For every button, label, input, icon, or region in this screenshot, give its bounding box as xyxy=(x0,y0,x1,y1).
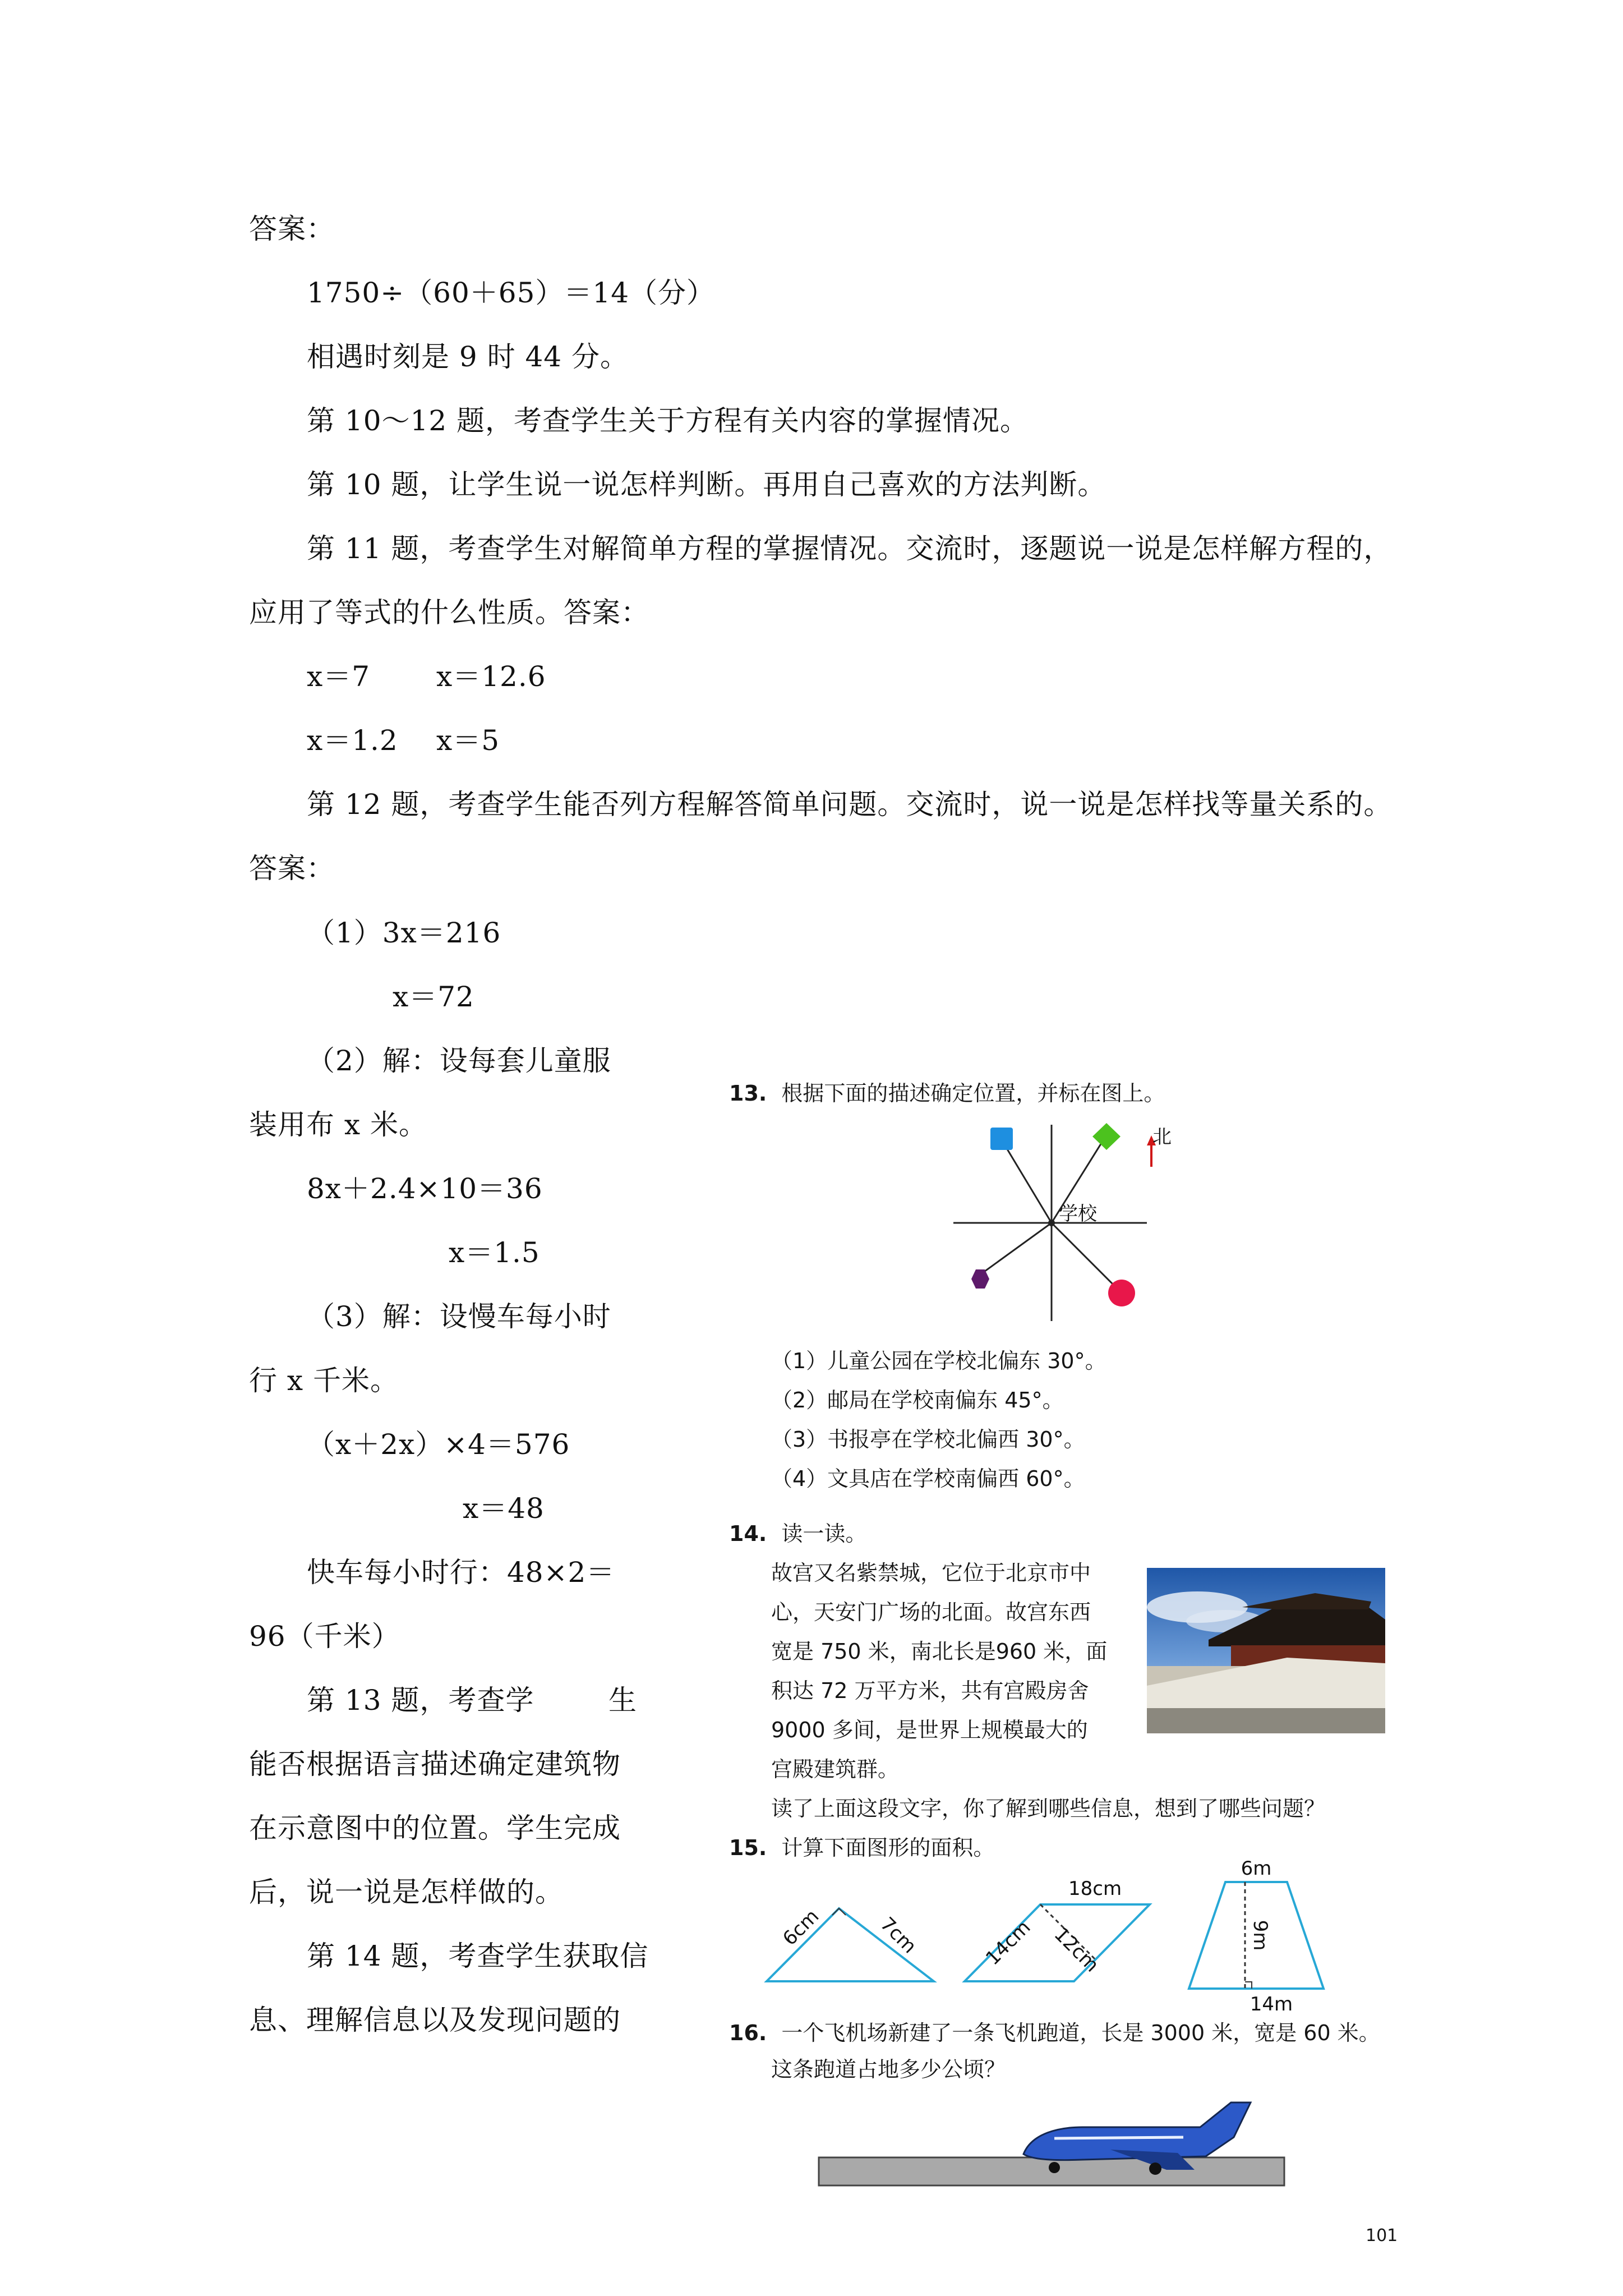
school-label: 学校 xyxy=(1059,1203,1097,1225)
north-label: 北 xyxy=(1152,1126,1172,1148)
q12-note-line1: 第 12 题，考查学生能否列方程解答简单问题。交流时，说一说是怎样找等量关系的。 xyxy=(307,788,1393,821)
runway-airplane xyxy=(819,2098,1284,2199)
trapezoid-bottom-label: 14m xyxy=(1249,1993,1293,2016)
q13-item-2: （2）邮局在学校南偏东 45°。 xyxy=(771,1388,1064,1412)
ray-nw xyxy=(1002,1140,1052,1223)
q12-note-line2: 答案： xyxy=(249,852,335,885)
trapezoid-height-label: 9m xyxy=(1249,1920,1271,1951)
triangle-leg2-label: 7cm xyxy=(875,1913,921,1958)
parallelogram-side-label: 14cm xyxy=(981,1916,1035,1970)
forbidden-city-photo xyxy=(1147,1568,1385,1733)
q11-note-line2: 应用了等式的什么性质。答案： xyxy=(249,596,649,629)
q10-note: 第 10 题，让学生说一说怎样判断。再用自己喜欢的方法判断。 xyxy=(307,468,1106,501)
q15-title: 计算下面图形的面积。 xyxy=(781,1835,995,1860)
q15-shapes xyxy=(763,1857,1413,2031)
q14-note-line2: 息、理解信息以及发现问题的 xyxy=(249,2004,621,2036)
q13-note-line3: 在示意图中的位置。学生完成 xyxy=(249,1812,621,1844)
circle-marker xyxy=(1108,1280,1135,1306)
meet-time: 相遇时刻是 9 时 44 分。 xyxy=(307,341,629,373)
q12-2-line1: （2）解：设每套儿童服 xyxy=(307,1045,611,1077)
q14-heading xyxy=(729,1520,866,1547)
trapezoid-top-label: 6m xyxy=(1241,1857,1272,1880)
q13-item-1: （1）儿童公园在学校北偏东 30°。 xyxy=(771,1349,1106,1373)
school-dot xyxy=(1048,1220,1055,1226)
q12-2-line2: 装用布 x 米。 xyxy=(249,1108,427,1141)
q16-line-1: 一个飞机场新建了一条飞机跑道，长是 3000 米，宽是 60 米。 xyxy=(781,2021,1380,2045)
q14-number: 14. xyxy=(729,1521,767,1546)
page-number: 101 xyxy=(1366,2226,1398,2246)
q16-line-2: 这条跑道占地多少公顷？ xyxy=(771,2057,1006,2082)
q13-number: 13. xyxy=(729,1081,767,1106)
q16-number: 16. xyxy=(729,2021,767,2045)
q13-note-line1-tail: 生 xyxy=(608,1684,637,1717)
ray-sw xyxy=(980,1223,1052,1274)
calc-line: 1750÷（60＋65）＝14（分） xyxy=(307,277,716,309)
q14-line-1: 故宫又名紫禁城，它位于北京市中 xyxy=(771,1561,1091,1585)
q11-answer-a: x＝7 xyxy=(307,660,371,693)
answer-heading: 答案： xyxy=(249,213,335,245)
q15-number: 15. xyxy=(729,1835,767,1860)
q13-title: 根据下面的描述确定位置，并标在图上。 xyxy=(781,1081,1165,1106)
q14-question: 读了上面这段文字，你了解到哪些信息，想到了哪些问题？ xyxy=(771,1796,1326,1821)
q10-12-note: 第 10～12 题，考查学生关于方程有关内容的掌握情况。 xyxy=(307,404,1029,437)
q13-item-3: （3）书报亭在学校北偏西 30°。 xyxy=(771,1427,1085,1452)
fast-car-line2: 96（千米） xyxy=(249,1620,400,1653)
q16-heading xyxy=(729,2019,1380,2046)
photo-ground xyxy=(1147,1708,1385,1733)
q12-3-equation: （x＋2x）×4＝576 xyxy=(307,1428,570,1461)
q14-line-3: 宽是 750 米，南北长是960 米，面 xyxy=(771,1639,1108,1664)
q12-1-equation: （1）3x＝216 xyxy=(307,917,501,949)
q11-note-line1: 第 11 题，考查学生对解简单方程的掌握情况。交流时，逐题说一说是怎样解方程的， xyxy=(307,532,1393,565)
diamond-marker xyxy=(1092,1123,1121,1150)
triangle-leg1-label: 6cm xyxy=(778,1905,824,1950)
airplane-windows xyxy=(1054,2137,1183,2138)
q13-note-line1: 第 13 题，考查学 xyxy=(307,1684,534,1717)
q14-line-4: 积达 72 万平方米，共有宫殿房舍 xyxy=(771,1678,1089,1703)
airplane-rear-wheel xyxy=(1149,2162,1161,2175)
airplane-front-wheel xyxy=(1049,2162,1060,2173)
square-marker xyxy=(990,1128,1013,1150)
q14-line-5: 9000 多间，是世界上规模最大的 xyxy=(771,1718,1088,1742)
q13-item-4: （4）文具店在学校南偏西 60°。 xyxy=(771,1466,1085,1491)
q14-note-line1: 第 14 题，考查学生获取信 xyxy=(307,1940,649,1972)
q15-heading xyxy=(729,1834,994,1861)
q13-note-line2: 能否根据语言描述确定建筑物 xyxy=(249,1748,621,1780)
hexagon-marker xyxy=(971,1269,989,1289)
q12-1-answer: x＝72 xyxy=(393,981,474,1013)
q13-heading xyxy=(729,1080,1165,1107)
q12-3-line2: 行 x 千米。 xyxy=(249,1364,399,1397)
parallelogram-height-label: 12cm xyxy=(1049,1923,1104,1977)
q11-answer-c: x＝1.2 xyxy=(307,724,398,757)
ray-se xyxy=(1052,1223,1113,1285)
q12-3-line1: （3）解：设慢车每小时 xyxy=(307,1300,611,1333)
parallelogram-top-label: 18cm xyxy=(1068,1878,1122,1900)
q14-line-6: 宫殿建筑群。 xyxy=(771,1757,900,1782)
q12-2-answer: x＝1.5 xyxy=(449,1236,540,1269)
q14-line-2: 心，天安门广场的北面。故宫东西 xyxy=(771,1600,1091,1625)
q13-note-line4: 后，说一说是怎样做的。 xyxy=(249,1876,564,1908)
compass-diagram xyxy=(953,1116,1211,1341)
q12-2-equation: 8x＋2.4×10＝36 xyxy=(307,1172,543,1205)
q11-answer-b: x＝12.6 xyxy=(436,660,546,693)
q11-answer-d: x＝5 xyxy=(436,724,500,757)
q14-title: 读一读。 xyxy=(781,1521,867,1546)
q12-3-answer: x＝48 xyxy=(463,1492,545,1525)
fast-car-line1: 快车每小时行：48×2＝ xyxy=(307,1556,615,1589)
